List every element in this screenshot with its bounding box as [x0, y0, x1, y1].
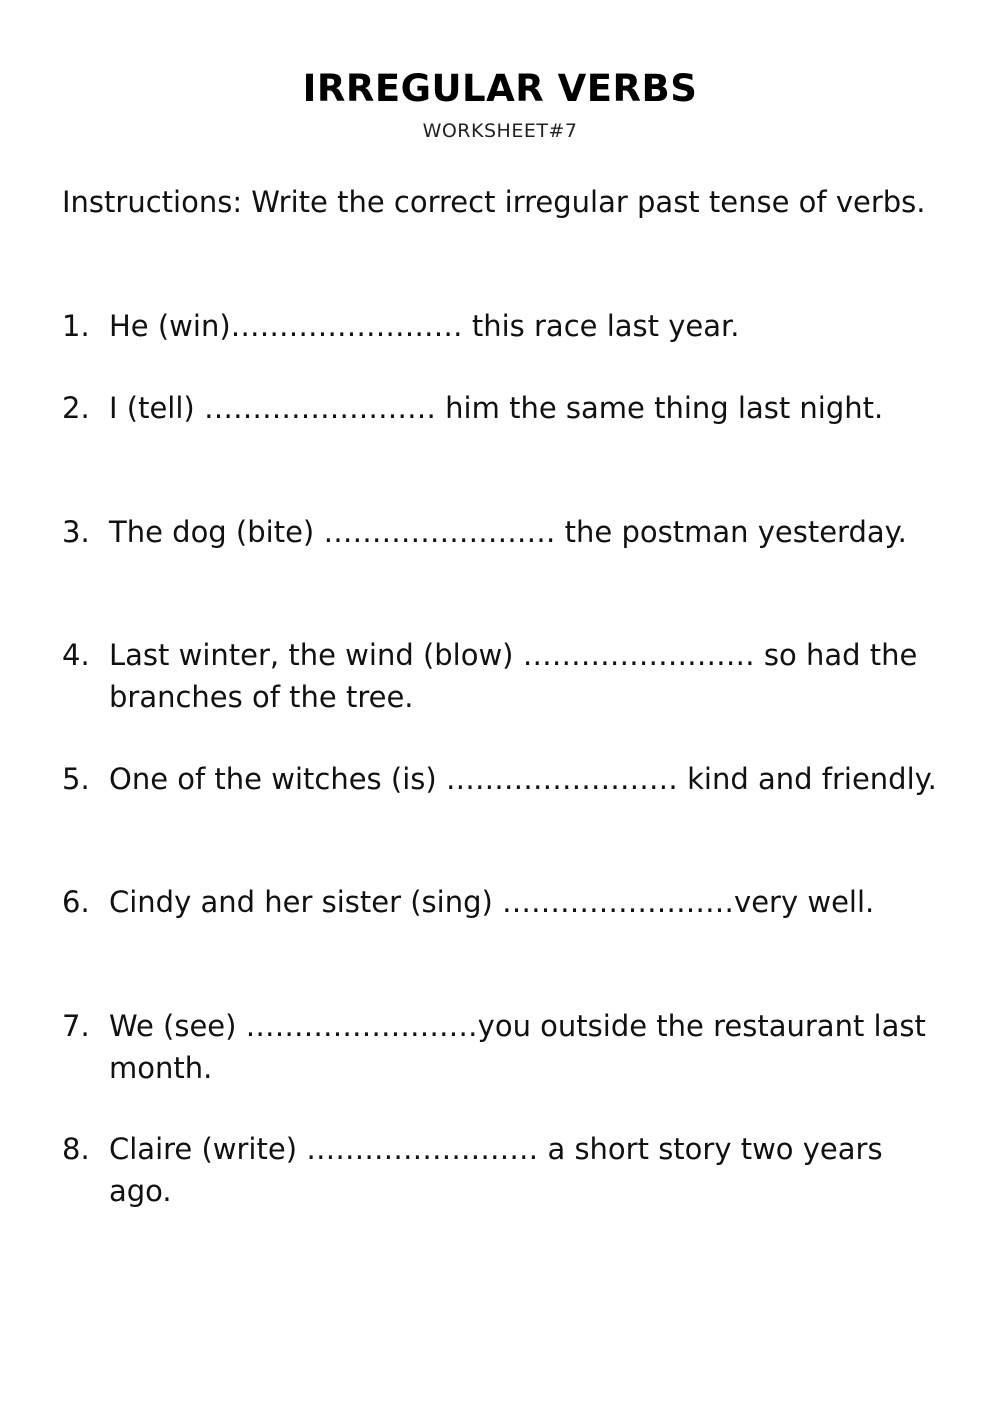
worksheet-title: IRREGULAR VERBS — [302, 67, 698, 110]
question-text: He (win)…………………… this race last year. — [109, 309, 740, 343]
question-text: Claire (write) …………………… a short story two years ago. — [109, 1132, 883, 1208]
question-text: The dog (bite) …………………… the postman yesterday. — [109, 515, 907, 549]
question-number: 8. — [62, 1132, 90, 1166]
question-text: I (tell) …………………… him the same thing last night. — [109, 391, 884, 425]
question-text: Last winter, the wind (blow) …………………… so had the branches of the tree. — [109, 638, 918, 714]
question-text: One of the witches (is) …………………… kind and friendly. — [109, 762, 937, 796]
worksheet-subtitle: WORKSHEET#7 — [422, 120, 578, 142]
question-text: We (see) ……………………you outside the restaurant last month. — [109, 1009, 926, 1085]
question-number: 5. — [62, 762, 90, 796]
question-number: 2. — [62, 391, 90, 425]
question-number: 6. — [62, 885, 90, 919]
instructions-text: Instructions: Write the correct irregular past tense of verbs. — [62, 185, 926, 219]
question-text: Cindy and her sister (sing) ……………………very well. — [109, 885, 875, 919]
question-number: 3. — [62, 515, 90, 549]
question-number: 7. — [62, 1009, 90, 1043]
question-number: 4. — [62, 638, 90, 672]
question-number: 1. — [62, 309, 90, 343]
